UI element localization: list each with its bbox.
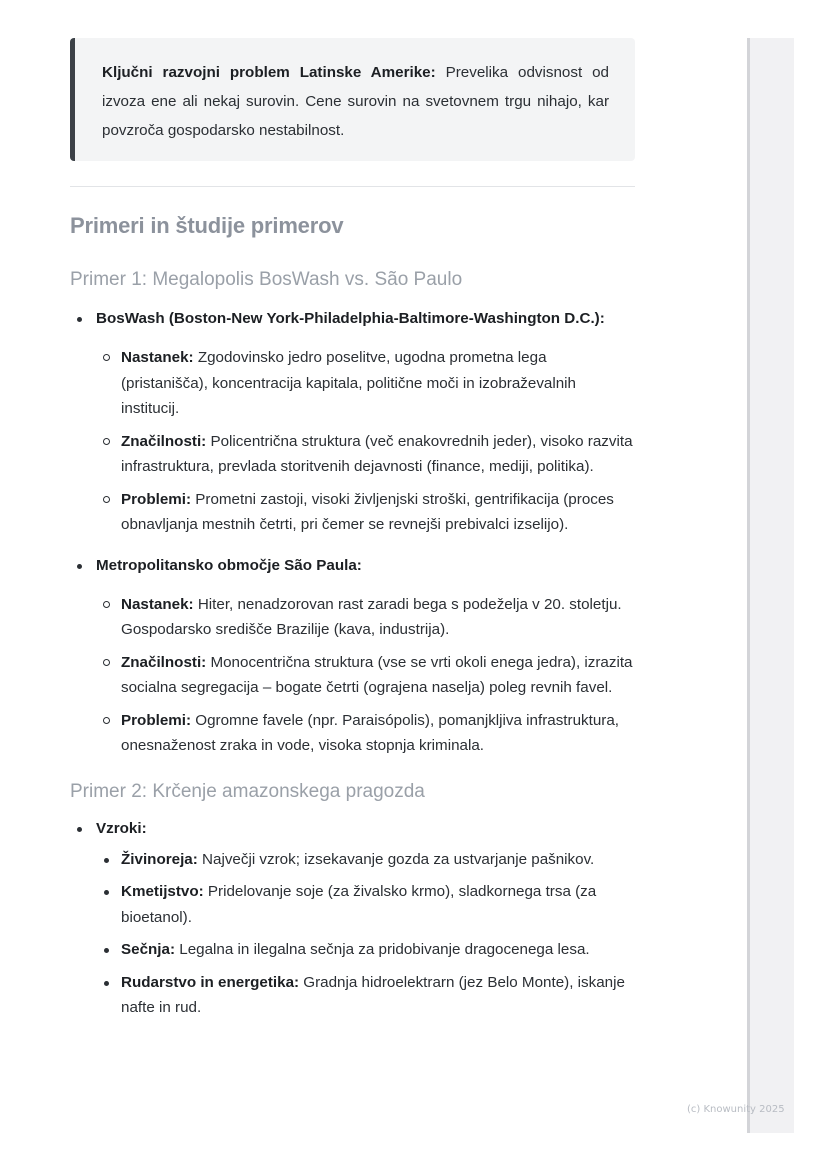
- sublist-item-text: Ogromne favele (npr. Paraisópolis), pomanjkljiva infrastruktura, onesnaženost zraka in vode, visoka stopnja kriminala.: [121, 711, 620, 754]
- list-item-head: Vzroki:: [96, 819, 147, 837]
- sublist-item: [96, 879, 635, 930]
- example1-title: Primer 1: Megalopolis BosWash vs. São Paulo: [70, 269, 463, 290]
- sublist-item-text: Pridelovanje soje (za živalsko krmo), sladkornega trsa (za bioetanol).: [121, 883, 597, 926]
- list-item: [70, 554, 635, 759]
- sublist-item-text: Zgodovinsko jedro poselitve, ugodna prometna lega (pristanišča), koncentracija kapitala, politične moči in izobraževalnih institucij.: [121, 349, 576, 417]
- sublist-item: [96, 708, 635, 759]
- sublist: [96, 592, 635, 759]
- sublist-item-text: Prometni zastoji, visoki življenjski stroški, gentrifikacija (proces obnavljanja mestnih četrti, pri čemer se revnejši prebivalci izselijo).: [121, 490, 614, 533]
- document-content: [70, 38, 635, 1021]
- divider: [70, 186, 635, 187]
- sublist-item: [96, 970, 635, 1021]
- example1-list: [70, 307, 635, 759]
- callout-text: Prevelika odvisnost od izvoza ene ali nekaj surovin. Cene surovin na svetovnem trgu nihajo, kar povzroča gospodarsko nestabilnost.: [102, 64, 609, 139]
- sublist-item-label: Značilnosti:: [121, 432, 207, 450]
- sublist-item: [96, 847, 635, 873]
- sublist-item-label: Nastanek:: [121, 349, 194, 366]
- sublist: [96, 847, 635, 1021]
- right-sidebar: [747, 38, 794, 1133]
- sublist-item-label: Sečnja:: [121, 941, 176, 958]
- sublist-item-text: Monocentrična struktura (vse se vrti okoli enega jedra), izrazita socialna segregacija – bogate četrti (ograjena naselja) poleg revnih favel.: [121, 653, 633, 696]
- sublist-item: [96, 345, 635, 422]
- sublist-item-text: Največji vzrok; izsekavanje gozda za ustvarjanje pašnikov.: [197, 850, 595, 868]
- sublist-item: [96, 592, 635, 643]
- section-title: Primeri in študije primerov: [70, 213, 344, 238]
- list-item-head: Metropolitansko območje São Paula:: [96, 556, 362, 574]
- callout-box: [70, 38, 635, 161]
- example2-list: [70, 817, 635, 1021]
- sublist: [96, 345, 635, 538]
- list-item-head: BosWash (Boston-New York-Philadelphia-Baltimore-Washington D.C.):: [96, 310, 605, 327]
- list-item: [70, 817, 635, 1021]
- sublist-item-label: Problemi:: [121, 711, 192, 729]
- sublist-item-label: Kmetijstvo:: [121, 883, 204, 900]
- sublist-item: [96, 429, 635, 480]
- callout-bold: Ključni razvojni problem Latinske Amerike:: [102, 64, 436, 81]
- sublist-item-label: Problemi:: [121, 490, 192, 508]
- sublist-item-label: Značilnosti:: [121, 653, 207, 671]
- sublist-item: [96, 650, 635, 701]
- sublist-item-text: Policentrična struktura (več enakovrednih jeder), visoko razvita infrastruktura, prevlada storitvenih dejavnosti (finance, mediji, politika).: [121, 432, 633, 475]
- sublist-item-text: Hiter, nenadzorovan rast zaradi bega s podeželja v 20. stoletju. Gospodarsko središče Brazilije (kava, industrija).: [121, 595, 622, 638]
- sublist-item: [96, 937, 635, 963]
- example2-title: Primer 2: Krčenje amazonskega pragozda: [70, 780, 425, 802]
- sublist-item-label: Rudarstvo in energetika:: [121, 973, 300, 991]
- list-item: [70, 307, 635, 538]
- sublist-item-text: Legalna in ilegalna sečnja za pridobivanje dragocenega lesa.: [175, 941, 590, 958]
- sublist-item-label: Živinoreja:: [121, 850, 198, 868]
- sublist-item: [96, 487, 635, 538]
- sublist-item-text: Gradnja hidroelektrarn (jez Belo Monte), iskanje nafte in rud.: [121, 973, 625, 1016]
- sublist-item-label: Nastanek:: [121, 595, 194, 613]
- watermark: (c) Knowunity 2025: [687, 1104, 785, 1115]
